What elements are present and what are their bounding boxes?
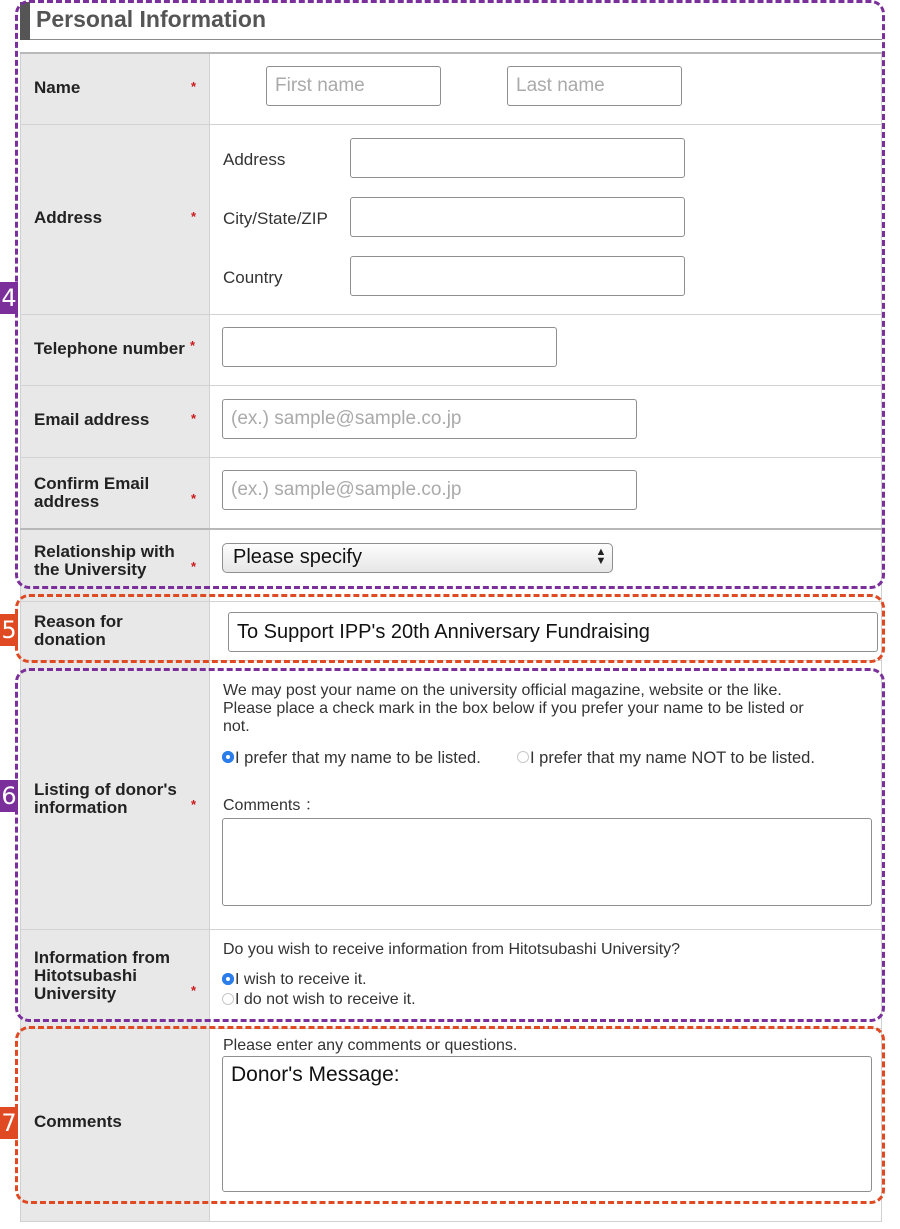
annotation-badge-5: 5: [1, 616, 17, 644]
city-state-zip-label: City/State/ZIP: [223, 209, 328, 228]
listing-label-line1: Listing of donor's: [34, 780, 177, 799]
confirm-email-label-line1: Confirm Email: [34, 474, 150, 493]
comments-value: Donor's Message:: [231, 1063, 400, 1086]
listing-label-line2: information: [34, 798, 128, 817]
annotation-frame-6: [15, 668, 885, 1022]
listing-description-line3: not.: [223, 718, 250, 735]
relationship-label-line2: the University: [34, 560, 147, 579]
required-mark: *: [191, 491, 197, 506]
listing-description-line1: We may post your name on the university official magazine, website or the like.: [223, 682, 782, 699]
address-line-label: Address: [223, 150, 286, 169]
select-arrows-icon: ▲ ▼: [595, 546, 607, 567]
annotation-frame-4: [15, 0, 885, 589]
annotation-badge-7: 7: [1, 1109, 17, 1137]
listing-comments-label: Comments ：: [223, 797, 321, 814]
name-label: Name: [34, 78, 81, 97]
relationship-select-value: Please specify: [233, 546, 362, 568]
email-label: Email address: [34, 410, 150, 429]
info-label-line1: Information from: [34, 948, 170, 967]
country-label: Country: [223, 268, 283, 287]
listing-no-label[interactable]: I prefer that my name NOT to be listed.: [530, 749, 815, 767]
info-no-label[interactable]: I do not wish to receive it.: [235, 991, 416, 1008]
required-mark: *: [191, 983, 197, 998]
info-label-line2: Hitotsubashi: [34, 966, 137, 985]
annotation-badge-4: 4: [1, 284, 17, 312]
annotation-badge-6: 6: [1, 782, 17, 810]
info-label-line3: University: [34, 984, 117, 1003]
required-mark: *: [191, 559, 197, 574]
listing-yes-label[interactable]: I prefer that my name to be listed.: [235, 749, 481, 767]
required-mark: *: [191, 411, 197, 426]
annotation-frame-5: [15, 594, 885, 663]
reason-label-line2: donation: [34, 630, 106, 649]
listing-description-line2: Please place a check mark in the box below if you prefer your name to be listed or: [223, 700, 804, 717]
annotation-frame-7: [15, 1026, 885, 1204]
required-mark: *: [191, 79, 197, 94]
address-label: Address: [34, 208, 103, 227]
comments-label: Comments: [34, 1112, 122, 1131]
reason-label-line1: Reason for: [34, 612, 123, 631]
telephone-label: Telephone number: [34, 339, 185, 358]
required-mark: *: [191, 209, 197, 224]
row-divider: [20, 1221, 882, 1222]
comments-hint: Please enter any comments or questions.: [223, 1037, 518, 1054]
info-yes-label[interactable]: I wish to receive it.: [235, 971, 367, 988]
confirm-email-label-line2: address: [34, 492, 100, 511]
relationship-label-line1: Relationship with: [34, 542, 175, 561]
section-title: Personal Information: [36, 6, 267, 32]
required-mark: *: [191, 797, 197, 812]
required-mark: *: [190, 338, 196, 353]
info-question: Do you wish to receive information from Hitotsubashi University?: [223, 941, 681, 958]
